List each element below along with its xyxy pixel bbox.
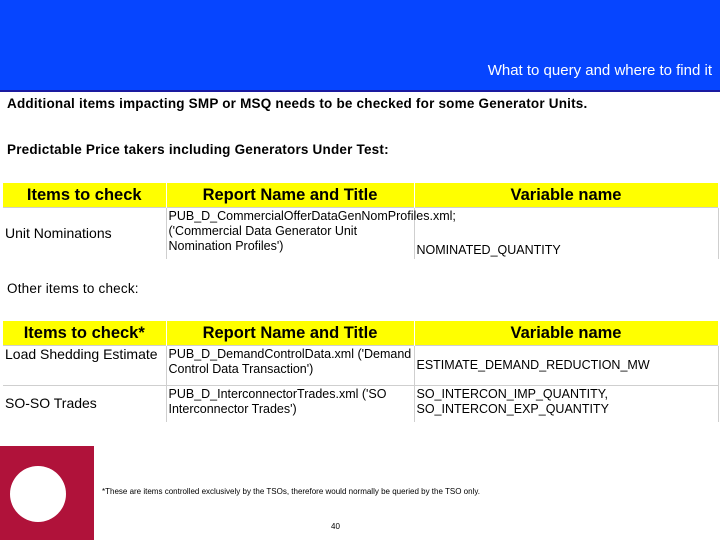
- table-row: [3, 346, 718, 386]
- page-number: 40: [331, 522, 340, 531]
- cell-variable: NOMINATED_QUANTITY: [414, 208, 718, 259]
- column-header-items: Items to check: [3, 183, 166, 208]
- column-header-variable: Variable name: [414, 183, 718, 208]
- section2-label: Other items to check:: [7, 281, 139, 296]
- header-divider: [0, 90, 720, 92]
- cell-item: Unit Nominations: [3, 208, 166, 259]
- intro-text: Additional items impacting SMP or MSQ needs to be checked for some Generator Units.: [7, 96, 588, 111]
- table-items-to-check-1: [3, 183, 719, 259]
- cell-item: Load Shedding Estimate: [3, 346, 166, 386]
- cell-variable: ESTIMATE_DEMAND_REDUCTION_MW: [414, 346, 718, 386]
- cell-report: PUB_D_CommercialOfferDataGenNomProfiles.xml; ('Commercial Data Generator Unit Nomination Profiles'): [166, 208, 414, 259]
- cell-item: SO-SO Trades: [3, 386, 166, 422]
- column-header-items: Items to check*: [3, 321, 166, 346]
- header-bar: [0, 0, 720, 90]
- table-row: [3, 386, 718, 422]
- footnote: *These are items controlled exclusively by the TSOs, therefore would normally be queried by the TSO only.: [102, 487, 480, 496]
- cell-report: PUB_D_InterconnectorTrades.xml ('SO Interconnector Trades'): [166, 386, 414, 422]
- page-title: What to query and where to find it: [487, 62, 712, 79]
- cell-report: PUB_D_DemandControlData.xml ('Demand Control Data Transaction'): [166, 346, 414, 386]
- section1-label: Predictable Price takers including Generators Under Test:: [7, 142, 389, 157]
- column-header-variable: Variable name: [414, 321, 718, 346]
- table-row: [3, 208, 718, 259]
- table-items-to-check-2: [3, 321, 719, 422]
- column-header-report: Report Name and Title: [166, 321, 414, 346]
- ring-logo-icon: [0, 446, 94, 540]
- cell-variable: SO_INTERCON_IMP_QUANTITY, SO_INTERCON_EXP_QUANTITY: [414, 386, 718, 422]
- column-header-report: Report Name and Title: [166, 183, 414, 208]
